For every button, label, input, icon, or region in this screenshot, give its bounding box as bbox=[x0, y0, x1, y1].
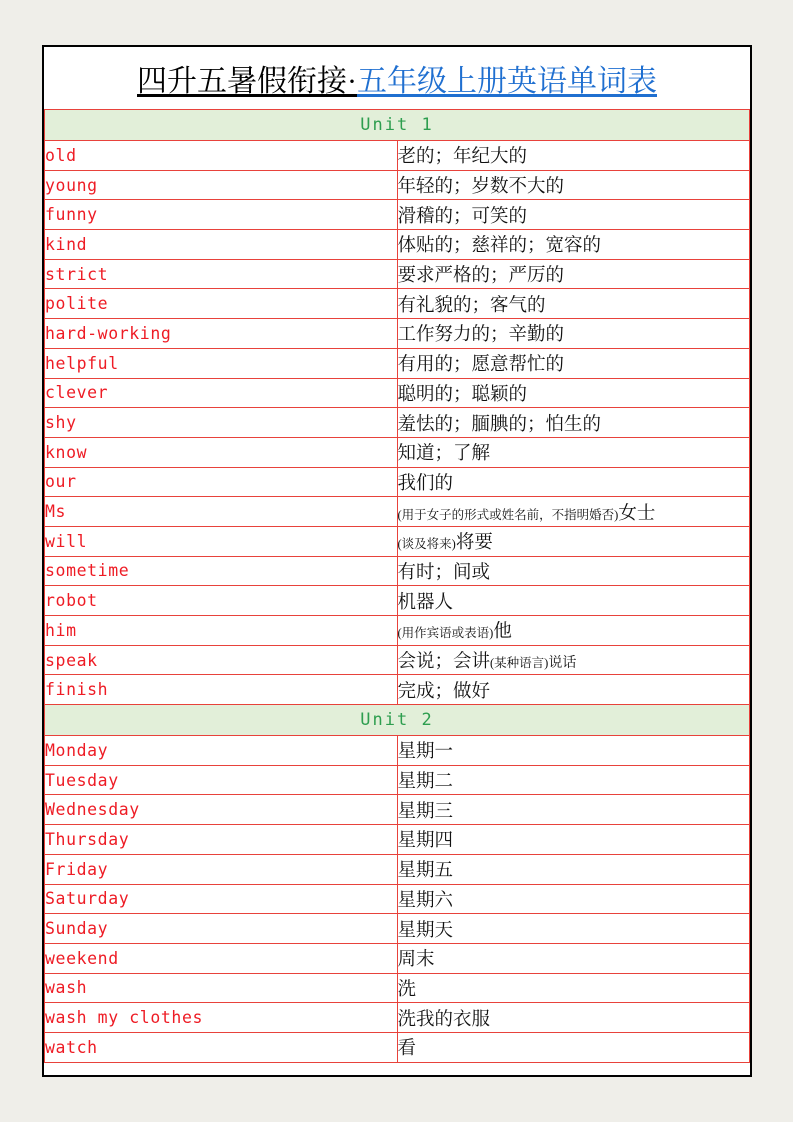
table-row bbox=[45, 437, 750, 467]
chinese-meaning: 会说；会讲 bbox=[397, 650, 491, 672]
word-chinese bbox=[397, 586, 750, 616]
page-title-main: 五年级上册英语单词表 bbox=[357, 64, 657, 98]
chinese-meaning: 星期二 bbox=[397, 770, 454, 792]
chinese-meaning: 要求严格的；严厉的 bbox=[397, 264, 565, 286]
word-chinese bbox=[397, 675, 750, 705]
chinese-meaning: 星期三 bbox=[397, 799, 454, 821]
chinese-meaning: 星期一 bbox=[397, 740, 454, 762]
word-english: Thursday bbox=[45, 825, 398, 855]
word-chinese bbox=[397, 914, 750, 944]
word-chinese bbox=[397, 170, 750, 200]
unit-header-label: Unit 1 bbox=[45, 110, 750, 141]
chinese-meaning: 完成；做好 bbox=[397, 679, 491, 701]
chinese-meaning: 将要 bbox=[455, 531, 493, 553]
table-row bbox=[45, 884, 750, 914]
table-row bbox=[45, 586, 750, 616]
table-row bbox=[45, 348, 750, 378]
word-list-sheet bbox=[42, 45, 752, 1077]
page-title-prefix: 四升五暑假衔接· bbox=[137, 64, 357, 98]
chinese-meaning: 洗 bbox=[397, 977, 417, 999]
word-chinese bbox=[397, 736, 750, 766]
word-english: shy bbox=[45, 408, 398, 438]
word-english: young bbox=[45, 170, 398, 200]
table-row bbox=[45, 230, 750, 260]
word-chinese bbox=[397, 497, 750, 527]
word-english: know bbox=[45, 437, 398, 467]
word-english: Ms bbox=[45, 497, 398, 527]
word-english: Sunday bbox=[45, 914, 398, 944]
table-row bbox=[45, 497, 750, 527]
table-row bbox=[45, 200, 750, 230]
chinese-meaning: 机器人 bbox=[397, 590, 454, 612]
table-row bbox=[45, 170, 750, 200]
chinese-meaning: 滑稽的；可笑的 bbox=[397, 204, 528, 226]
word-chinese bbox=[397, 348, 750, 378]
word-english: speak bbox=[45, 645, 398, 675]
word-chinese bbox=[397, 230, 750, 260]
word-chinese bbox=[397, 259, 750, 289]
chinese-meaning: 老的；年纪大的 bbox=[397, 145, 528, 167]
table-row bbox=[45, 1003, 750, 1033]
word-chinese bbox=[397, 556, 750, 586]
word-english: strict bbox=[45, 259, 398, 289]
table-row bbox=[45, 765, 750, 795]
word-english: will bbox=[45, 526, 398, 556]
table-row bbox=[45, 943, 750, 973]
chinese-meaning: 聪明的；聪颖的 bbox=[397, 382, 528, 404]
table-row bbox=[45, 675, 750, 705]
usage-note: (谈及将来) bbox=[397, 537, 456, 552]
table-row bbox=[45, 795, 750, 825]
chinese-meaning: 有用的；愿意帮忙的 bbox=[397, 353, 565, 375]
table-row bbox=[45, 736, 750, 766]
word-english: weekend bbox=[45, 943, 398, 973]
chinese-meaning: 羞怯的；腼腆的；怕生的 bbox=[397, 412, 602, 434]
chinese-meaning: 周末 bbox=[397, 948, 435, 970]
word-chinese bbox=[397, 765, 750, 795]
chinese-meaning: 体贴的；慈祥的；宽容的 bbox=[397, 234, 602, 256]
chinese-meaning: 星期天 bbox=[397, 918, 454, 940]
word-english: wash my clothes bbox=[45, 1003, 398, 1033]
chinese-meaning: 工作努力的；辛勤的 bbox=[397, 323, 565, 345]
word-chinese bbox=[397, 437, 750, 467]
word-english: wash bbox=[45, 973, 398, 1003]
table-row bbox=[45, 973, 750, 1003]
unit-header-row bbox=[45, 110, 750, 141]
word-chinese bbox=[397, 854, 750, 884]
chinese-meaning-extra: 说话 bbox=[548, 654, 577, 671]
word-chinese bbox=[397, 526, 750, 556]
word-english: sometime bbox=[45, 556, 398, 586]
chinese-meaning: 知道；了解 bbox=[397, 442, 491, 464]
word-chinese bbox=[397, 141, 750, 171]
word-chinese bbox=[397, 1032, 750, 1062]
table-row bbox=[45, 1032, 750, 1062]
word-english: polite bbox=[45, 289, 398, 319]
word-english: helpful bbox=[45, 348, 398, 378]
table-row bbox=[45, 467, 750, 497]
word-chinese bbox=[397, 289, 750, 319]
usage-note: (用于女子的形式或姓名前，不指明婚否) bbox=[397, 507, 619, 522]
chinese-meaning: 星期五 bbox=[397, 859, 454, 881]
table-row bbox=[45, 556, 750, 586]
usage-note: (用作宾语或表语) bbox=[397, 626, 494, 641]
chinese-meaning: 有时；间或 bbox=[397, 560, 491, 582]
table-row bbox=[45, 914, 750, 944]
word-english: hard-working bbox=[45, 319, 398, 349]
table-row bbox=[45, 526, 750, 556]
table-row bbox=[45, 854, 750, 884]
word-chinese bbox=[397, 408, 750, 438]
word-english: Tuesday bbox=[45, 765, 398, 795]
word-chinese bbox=[397, 1003, 750, 1033]
table-row bbox=[45, 616, 750, 646]
table-row bbox=[45, 319, 750, 349]
table-row bbox=[45, 259, 750, 289]
word-english: old bbox=[45, 141, 398, 171]
word-chinese bbox=[397, 795, 750, 825]
word-chinese bbox=[397, 378, 750, 408]
chinese-meaning: 有礼貌的；客气的 bbox=[397, 293, 546, 315]
chinese-meaning: 看 bbox=[397, 1037, 417, 1059]
word-chinese bbox=[397, 200, 750, 230]
word-english: Friday bbox=[45, 854, 398, 884]
word-english: kind bbox=[45, 230, 398, 260]
word-chinese bbox=[397, 884, 750, 914]
word-english: robot bbox=[45, 586, 398, 616]
word-chinese bbox=[397, 645, 750, 675]
chinese-meaning: 他 bbox=[493, 620, 512, 642]
chinese-meaning: 女士 bbox=[618, 501, 656, 523]
page-title bbox=[44, 47, 750, 109]
unit-header-label: Unit 2 bbox=[45, 705, 750, 736]
word-english: Monday bbox=[45, 736, 398, 766]
word-chinese bbox=[397, 973, 750, 1003]
word-chinese bbox=[397, 319, 750, 349]
chinese-meaning: 年轻的；岁数不大的 bbox=[397, 175, 565, 197]
word-english: clever bbox=[45, 378, 398, 408]
word-chinese bbox=[397, 616, 750, 646]
chinese-meaning: 星期六 bbox=[397, 888, 454, 910]
word-english: Saturday bbox=[45, 884, 398, 914]
usage-note: (某种语言) bbox=[490, 656, 549, 671]
chinese-meaning: 我们的 bbox=[397, 471, 454, 493]
table-row bbox=[45, 141, 750, 171]
word-chinese bbox=[397, 825, 750, 855]
table-row bbox=[45, 408, 750, 438]
table-row bbox=[45, 378, 750, 408]
word-chinese bbox=[397, 943, 750, 973]
vocabulary-table bbox=[44, 109, 750, 1063]
chinese-meaning: 星期四 bbox=[397, 829, 454, 851]
word-chinese bbox=[397, 467, 750, 497]
word-english: funny bbox=[45, 200, 398, 230]
word-english: our bbox=[45, 467, 398, 497]
chinese-meaning: 洗我的衣服 bbox=[397, 1007, 491, 1029]
table-row bbox=[45, 645, 750, 675]
table-row bbox=[45, 825, 750, 855]
unit-header-row bbox=[45, 705, 750, 736]
word-english: Wednesday bbox=[45, 795, 398, 825]
word-english: him bbox=[45, 616, 398, 646]
word-english: finish bbox=[45, 675, 398, 705]
word-english: watch bbox=[45, 1032, 398, 1062]
table-row bbox=[45, 289, 750, 319]
vocabulary-table-body bbox=[45, 110, 750, 1063]
